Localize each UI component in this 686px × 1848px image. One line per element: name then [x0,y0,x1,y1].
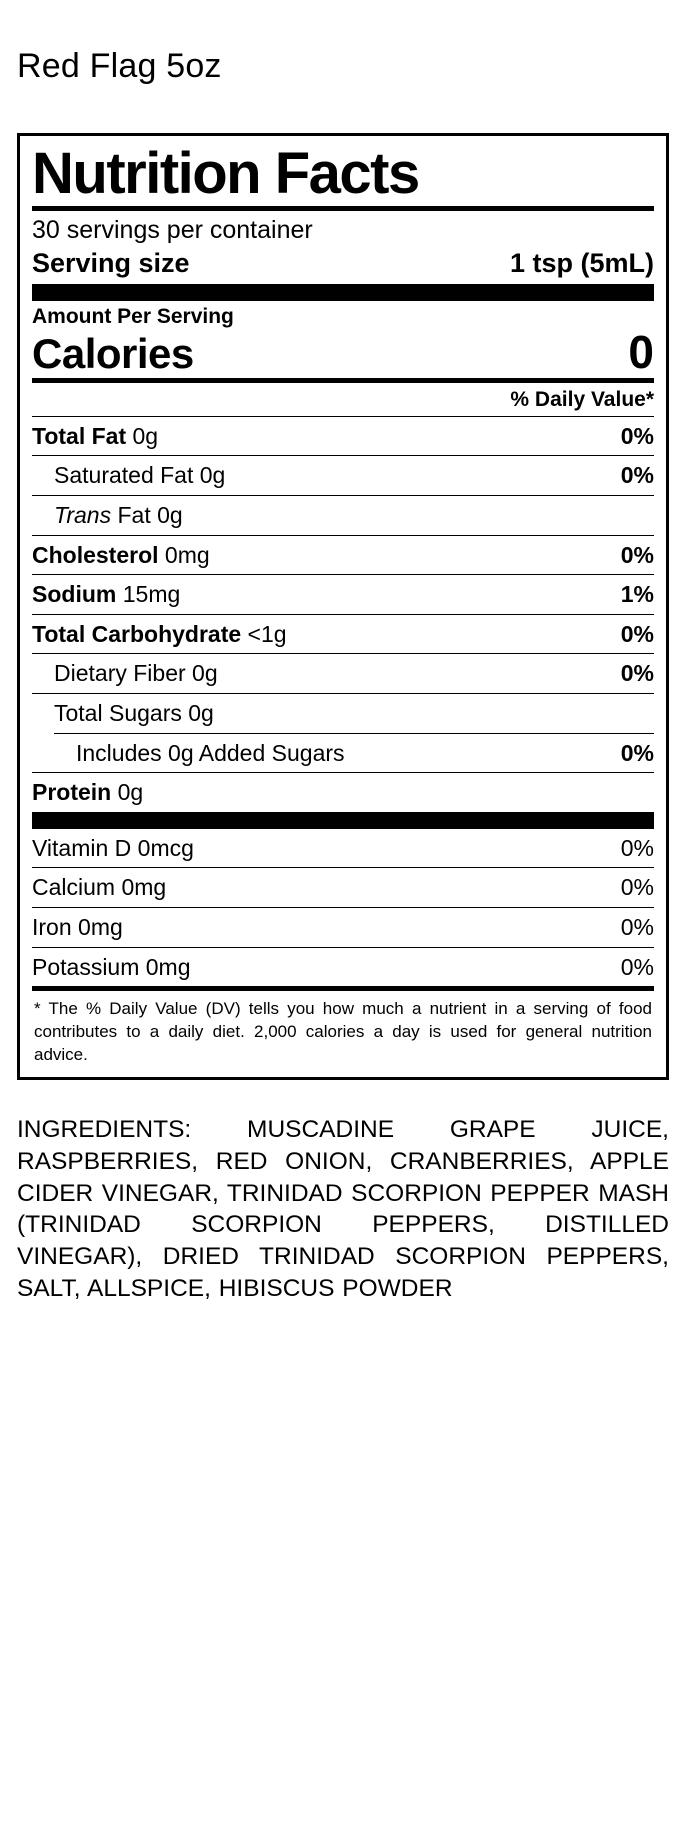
nutrient-name-bold: Total Fat [32,422,127,449]
nutrient-amount: 0g [117,779,144,806]
nutrient-amount: 0g [132,422,159,449]
nutrient-amount: 0mg [164,541,210,568]
nutrient-dv: 0% [620,739,654,766]
table-row [32,575,654,614]
nutrient-name: Dietary Fiber 0g [54,660,218,687]
daily-value-header: % Daily Value* [510,387,654,411]
table-row [32,734,654,773]
table-row [32,496,654,535]
nutrient-name: Vitamin D 0mcg [32,834,194,861]
nutrient-dv: 0% [620,660,654,687]
nutrient-name: Potassium 0mg [32,953,191,980]
nutrient-dv: 0% [620,834,654,861]
nutrient-name [32,621,287,649]
nutrition-facts-title: Nutrition Facts [32,141,419,207]
nutrient-dv: 0% [620,953,654,980]
nutrient-dv: 0% [620,913,654,940]
serving-size-row [32,247,654,284]
nutrient-name [54,502,183,530]
nutrition-label-page [0,48,686,1848]
table-row [32,773,654,812]
nutrient-dv: 0% [620,462,654,489]
calories-row [32,325,654,378]
divider-thick-serving [32,284,654,301]
table-row [32,654,654,693]
amount-per-serving-label: Amount Per Serving [32,304,234,328]
table-row [32,908,654,947]
nutrient-name-bold: Cholesterol [32,541,159,568]
serving-size-value: 1 tsp (5mL) [509,247,654,278]
nutrient-name: Total Sugars 0g [54,699,214,726]
divider-thick-protein [32,812,654,829]
table-row [32,829,654,868]
nutrient-name [32,542,210,570]
calories-label: Calories [32,329,194,377]
nutrition-facts-panel [17,133,669,1080]
table-row [32,456,654,495]
nutrient-name [32,423,158,451]
nutrient-name: Calcium 0mg [32,874,167,901]
nutrient-amount: <1g [247,620,287,647]
nutrient-name [32,779,143,807]
table-row [32,948,654,987]
servings-per-container: 30 servings per container [32,215,313,244]
nutrient-name-bold: Sodium [32,581,117,608]
serving-size-label: Serving size [32,247,190,278]
nutrient-name: Includes 0g Added Sugars [76,739,345,766]
nutrient-name [32,581,180,609]
page-title: Red Flag 5oz [17,47,222,85]
table-row [32,615,654,654]
nutrient-dv: 0% [620,620,654,647]
nutrient-dv: 1% [620,581,654,608]
table-row [32,694,654,733]
nutrient-name-bold: Total Carbohydrate [32,620,242,647]
nutrient-name: Saturated Fat 0g [54,462,226,489]
table-row [32,868,654,907]
nutrient-name-italic: Trans [54,501,112,528]
ingredients-text: INGREDIENTS: MUSCADINE GRAPE JUICE, RASPBERRIES, RED ONION, CRANBERRIES, APPLE CIDER VINEGAR, TRINIDAD SCORPION PEPPER MASH (TRINIDAD SCORPION PEPPERS, DISTILLED VINEGAR), DRIED TRINIDAD SCORPION PEPPERS, SALT, ALLSPICE, HIBISCUS POWDER [17,1115,669,1303]
nutrient-name: Iron 0mg [32,913,123,940]
nutrient-amount: Fat 0g [117,501,183,528]
vitamins-section [32,829,654,986]
nutrient-amount: 15mg [122,581,181,608]
nutrient-dv: 0% [620,422,654,449]
table-row [32,417,654,456]
calories-value: 0 [628,325,654,378]
daily-value-footnote: * The % Daily Value (DV) tells you how much a nutrient in a serving of food contributes to a daily diet. 2,000 calories a day is used for general nutrition advice. [34,999,652,1064]
nutrient-dv: 0% [620,541,654,568]
nutrient-dv: 0% [620,874,654,901]
table-row [32,536,654,575]
nutrient-name-bold: Protein [32,779,112,806]
